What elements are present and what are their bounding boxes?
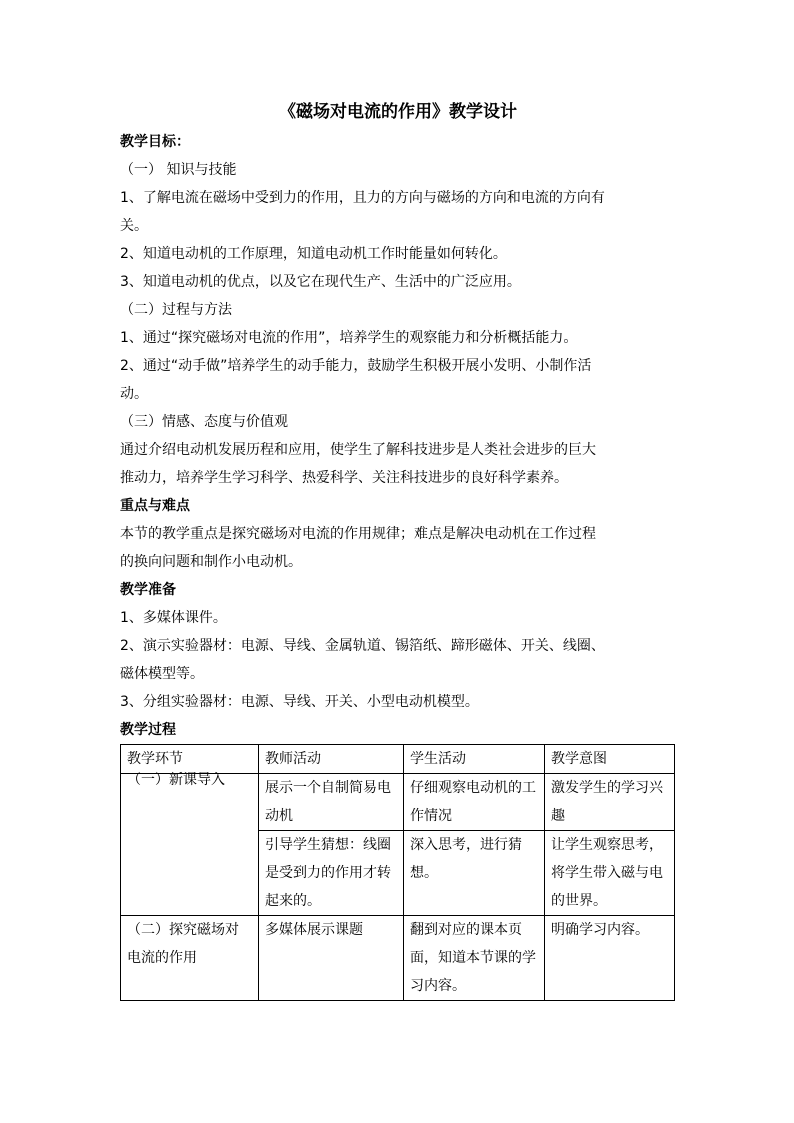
teacher-cell: 展示一个自制简易电动机	[259, 774, 404, 831]
table-row	[121, 774, 675, 831]
key-points-item: 本节的教学重点是探究磁场对电流的作用规律；难点是解决电动机在工作过程	[120, 526, 596, 542]
student-cell: 仔细观察电动机的工作情况	[404, 774, 545, 831]
intent-cell: 明确学习内容。	[545, 916, 675, 1001]
intent-cell: 让学生观察思考，将学生带入磁与电的世界。	[545, 831, 675, 916]
process-item: 2、通过“动手做”培养学生的动手能力，鼓励学生积极开展小发明、小制作活	[120, 358, 592, 374]
intent-cell: 激发学生的学习兴趣	[545, 774, 675, 831]
attitude-heading: （三）情感、态度与价值观	[120, 414, 288, 430]
key-points-item: 的换向问题和制作小电动机。	[120, 554, 302, 570]
knowledge-heading: （一） 知识与技能	[120, 162, 237, 178]
attitude-item: 通过介绍电动机发展历程和应用，使学生了解科技进步是人类社会进步的巨大	[120, 442, 596, 458]
knowledge-item: 1、了解电流在磁场中受到力的作用，且力的方向与磁场的方向和电流的方向有	[120, 190, 605, 206]
process-item: 1、通过“探究磁场对电流的作用”，培养学生的观察能力和分析概括能力。	[120, 330, 578, 346]
document-page	[120, 96, 676, 1001]
document-title: 《磁场对电流的作用》教学设计	[279, 102, 517, 122]
key-points-heading: 重点与难点	[120, 498, 190, 514]
preparation-item: 磁体模型等。	[120, 666, 204, 682]
attitude-item: 推动力，培养学生学习科学、热爱科学、关注科技进步的良好科学素养。	[120, 470, 568, 486]
knowledge-item: 2、知道电动机的工作原理，知道电动机工作时能量如何转化。	[120, 246, 507, 262]
table-row	[121, 916, 675, 1001]
teaching-process-table	[120, 744, 675, 1001]
knowledge-item: 3、知道电动机的优点，以及它在现代生产、生活中的广泛应用。	[120, 274, 521, 290]
column-header: 教学意图	[545, 745, 675, 774]
stage-cell: （一）新课导入	[121, 774, 259, 916]
objectives-heading: 教学目标：	[120, 134, 190, 150]
teaching-process-heading: 教学过程	[120, 722, 176, 738]
student-cell: 深入思考，进行猜想。	[404, 831, 545, 916]
preparation-item: 1、多媒体课件。	[120, 610, 227, 626]
column-header: 教师活动	[259, 745, 404, 774]
table-header-row	[121, 745, 675, 774]
teacher-cell: 引导学生猜想：线圈是受到力的作用才转起来的。	[259, 831, 404, 916]
preparation-item: 3、分组实验器材：电源、导线、开关、小型电动机模型。	[120, 694, 479, 710]
preparation-heading: 教学准备	[120, 582, 176, 598]
column-header: 学生活动	[404, 745, 545, 774]
preparation-item: 2、演示实验器材：电源、导线、金属轨道、锡箔纸、蹄形磁体、开关、线圈、	[120, 638, 605, 654]
knowledge-item: 关。	[120, 218, 148, 234]
teacher-cell: 多媒体展示课题	[259, 916, 404, 1001]
process-item: 动。	[120, 386, 148, 402]
process-heading: （二）过程与方法	[120, 302, 232, 318]
column-header: 教学环节	[121, 745, 259, 774]
student-cell: 翻到对应的课本页面，知道本节课的学习内容。	[404, 916, 545, 1001]
stage-cell: （二）探究磁场对电流的作用	[121, 916, 259, 1001]
